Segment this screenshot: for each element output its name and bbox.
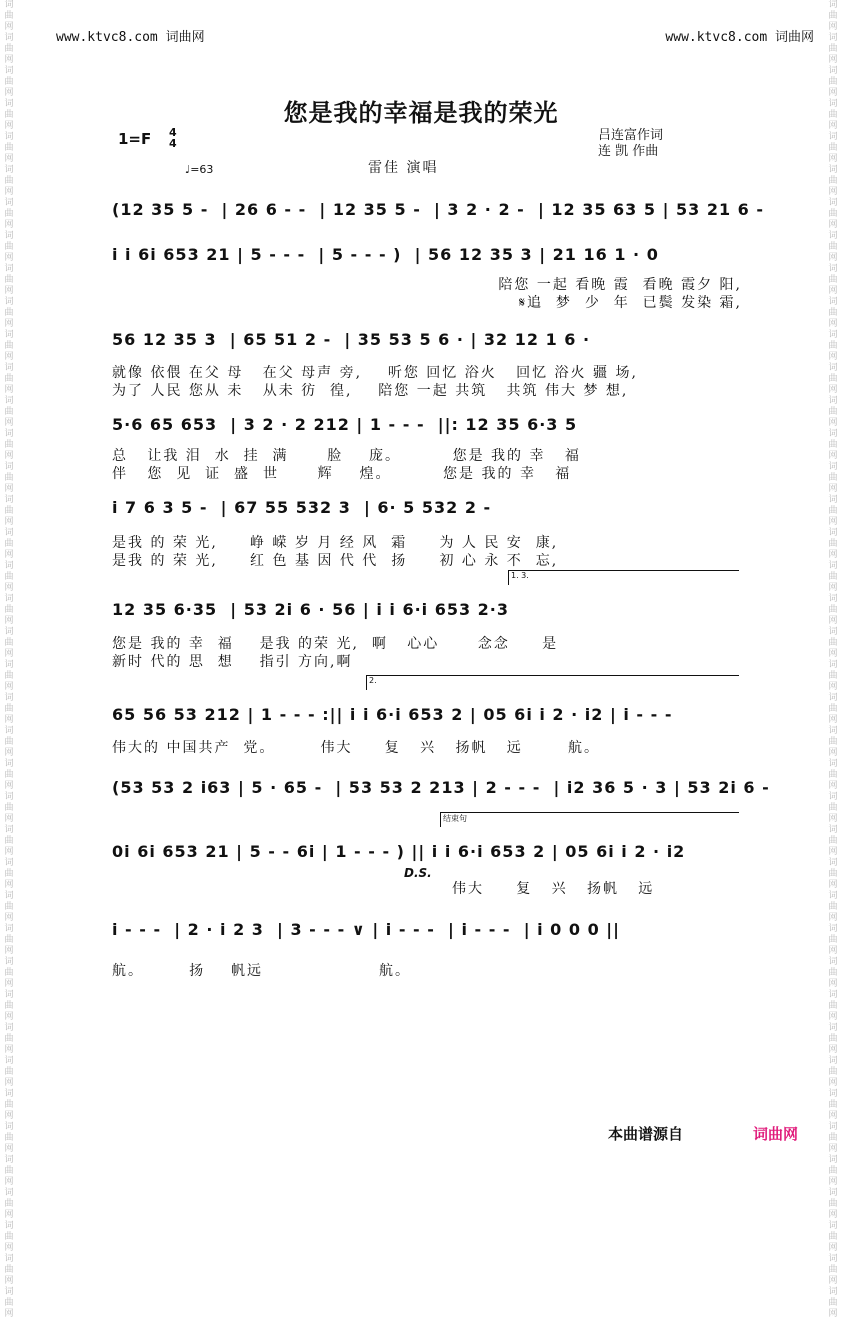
score-line-7-lyrics: 伟大的 中国共产 党。 伟大 复 兴 扬帆 远 航。	[112, 740, 600, 756]
site-url-left[interactable]: www.ktvc8.com 词曲网	[56, 30, 205, 45]
dal-segno: D.S.	[404, 866, 432, 880]
volta-1-3: 1. 3.	[508, 570, 739, 585]
volta-2: 2.	[366, 675, 739, 690]
site-url-right[interactable]: www.ktvc8.com 词曲网	[665, 30, 814, 45]
time-signature-top: 4	[169, 126, 177, 139]
credits	[598, 128, 663, 160]
score-line-7-notes: 65 56 53 212 | 1 - - - :|| i i 6·i 653 2 | 05 6i i 2 · i2 | i - - -	[112, 705, 673, 724]
score-line-4-lyrics-b: 伴 您 见 证 盛 世 辉 煌。 您是 我的 幸 福	[112, 466, 572, 482]
score-line-5-lyrics-b: 是我 的 荣 光, 红 色 基 因 代 代 扬 初 心 永 不 忘,	[112, 553, 559, 569]
watermark-left: 词曲网词曲网词曲网词曲网词曲网词曲网词曲网词曲网词曲网词曲网词曲网词曲网词曲网词曲网词曲网词曲网词曲网词曲网词曲网词曲网词曲网词曲网词曲网词曲网词曲网词曲网词曲网词曲网词曲网词曲网词曲网词曲网词曲网词曲网词曲网词曲网词曲网词曲网词曲网词曲网	[4, 0, 14, 1319]
score-line-6-lyrics-b: 新时 代的 思 想 指引 方向,啊	[112, 654, 353, 670]
score-line-10-notes: i - - - | 2 · i 2 3 | 3 - - - ∨ | i - - - | i - - - | i 0 0 0 ||	[112, 920, 620, 939]
singer: 雷佳 演唱	[368, 160, 439, 176]
score-line-1-notes: (12 35 5 - | 26 6 - - | 12 35 5 - | 3 2 · 2 - | 12 35 63 5 | 53 21 6 -	[112, 200, 764, 219]
score-line-10-lyrics: 航。 扬 帆远 航。	[112, 963, 412, 979]
footer-source-label: 本曲谱源自	[608, 1125, 684, 1143]
ending-label: 结束句	[440, 812, 739, 827]
key-signature: 1=F	[118, 130, 152, 148]
composer: 连 凯 作曲	[598, 144, 659, 159]
score-line-9-lyrics: 伟大 复 兴 扬帆 远	[452, 881, 655, 897]
score-line-2-lyrics-b: 𝄋追 梦 少 年 已鬓 发染 霜,	[519, 295, 742, 311]
score-line-8-notes: (53 53 2 i63 | 5 · 65 - | 53 53 2 213 | 2 - - - | i2 36 5 · 3 | 53 2i 6 -	[112, 778, 770, 797]
score-line-4-lyrics-a: 总 让我 泪 水 挂 满 脸 庞。 您是 我的 幸 福	[112, 448, 581, 464]
score-line-2-lyrics-a: 陪您 一起 看晚 霞 看晚 霞夕 阳,	[498, 277, 742, 293]
score-line-3-lyrics-a: 就像 依偎 在父 母 在父 母声 旁, 听您 回忆 浴火 回忆 浴火 疆 场,	[112, 365, 638, 381]
score-line-6-lyrics-a: 您是 我的 幸 福 是我 的荣 光, 啊 心心 念念 是	[112, 636, 559, 652]
score-line-3-notes: 56 12 35 3 | 65 51 2 - | 35 53 5 6 · | 32 12 1 6 ·	[112, 330, 591, 349]
song-title: 您是我的幸福是我的荣光	[283, 99, 559, 127]
score-line-5-notes: i 7 6 3 5 - | 67 55 532 3 | 6· 5 532 2 -	[112, 498, 492, 517]
watermark-right: 词曲网词曲网词曲网词曲网词曲网词曲网词曲网词曲网词曲网词曲网词曲网词曲网词曲网词曲网词曲网词曲网词曲网词曲网词曲网词曲网词曲网词曲网词曲网词曲网词曲网词曲网词曲网词曲网词曲网词曲网词曲网词曲网词曲网词曲网词曲网词曲网词曲网词曲网词曲网词曲网	[828, 0, 838, 1319]
footer-brand-link[interactable]: 词曲网	[753, 1125, 799, 1143]
score-line-4-notes: 5·6 65 653 | 3 2 · 2 212 | 1 - - - ||: 12 35 6·3 5	[112, 415, 578, 434]
score-line-9-notes: 0i 6i 653 21 | 5 - - 6i | 1 - - - ) || i i 6·i 653 2 | 05 6i i 2 · i2	[112, 842, 686, 861]
lyricist: 吕连富作词	[598, 128, 664, 143]
time-signature	[169, 127, 177, 149]
score-line-5-lyrics-a: 是我 的 荣 光, 峥 嵘 岁 月 经 风 霜 为 人 民 安 康,	[112, 535, 559, 551]
score-line-6-notes: 12 35 6·35 | 53 2i 6 · 56 | i i 6·i 653 2·3	[112, 600, 510, 619]
score-line-3-lyrics-b: 为了 人民 您从 未 从未 彷 徨, 陪您 一起 共筑 共筑 伟大 梦 想,	[112, 383, 629, 399]
score-line-2-notes: i i 6i 653 21 | 5 - - - | 5 - - - ) | 56 12 35 3 | 21 16 1 · 0	[112, 245, 659, 264]
time-signature-bottom: 4	[169, 137, 177, 150]
tempo-marking: ♩=63	[185, 163, 214, 176]
